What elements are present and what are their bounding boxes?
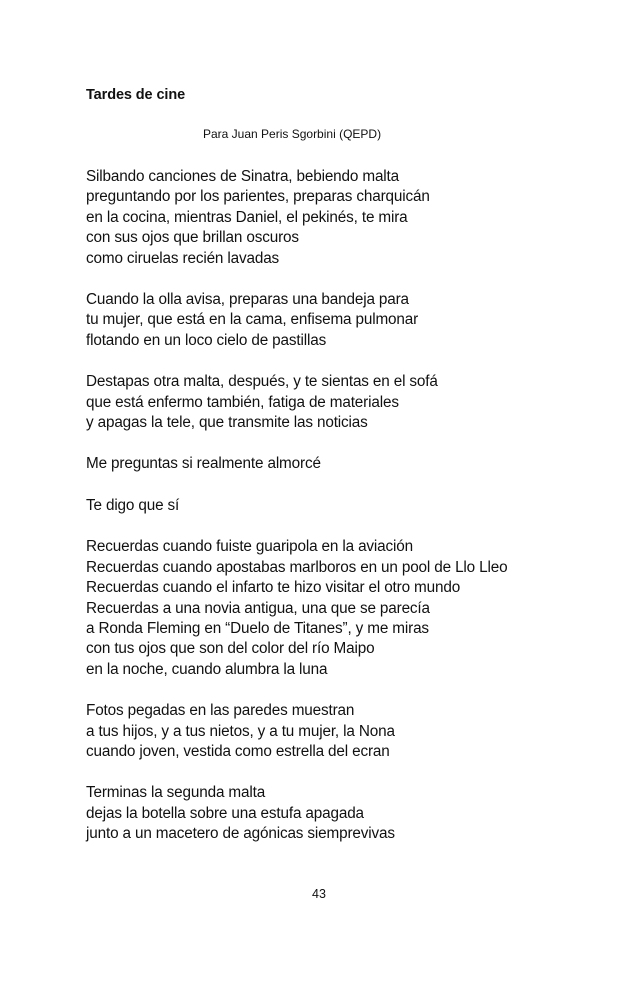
poem-line: junto a un macetero de agónicas siemprevivas [86,825,395,843]
poem-stanza [86,372,616,433]
poem-line: en la cocina, mientras Daniel, el pekinés, te mira [86,208,408,226]
poem-line: Cuando la olla avisa, preparas una bandeja para [86,291,409,309]
poem-line: cuando joven, vestida como estrella del ecran [86,742,390,760]
poem-stanza [86,783,616,844]
poem-line: Me preguntas si realmente almorcé [86,455,321,473]
poem-line: Silbando canciones de Sinatra, bebiendo malta [86,168,400,185]
poem-line: Recuerdas cuando el infarto te hizo visitar el otro mundo [86,579,461,597]
poem-line: Recuerdas a una novia antigua, una que se parecía [86,599,430,617]
poem-line: Recuerdas cuando apostabas marlboros en un pool de Llo Lleo [86,558,508,576]
poem-body [86,167,616,866]
poem-line: con tus ojos que son del color del río Maipo [86,640,375,658]
poem-line: como ciruelas recién lavadas [86,249,280,267]
poem-stanza [86,290,616,351]
poem-stanza [86,496,616,516]
page-number: 43 [312,887,326,901]
poem-line: a tus hijos, y a tus nietos, y a tu mujer, la Nona [86,722,395,740]
poem-line: Terminas la segunda malta [86,784,266,802]
poem-line: Destapas otra malta, después, y te sientas en el sofá [86,373,438,391]
poem-stanza [86,454,616,474]
poem-line: tu mujer, que está en la cama, enfisema pulmonar [86,311,419,329]
poem-line: preguntando por los parientes, preparas charquicán [86,188,430,206]
poem-stanza [86,167,616,269]
poem-line: a Ronda Fleming en “Duelo de Titanes”, y me miras [86,619,429,637]
poem-line: Te digo que sí [86,496,180,514]
poem-line: Recuerdas cuando fuiste guaripola en la aviación [86,538,414,556]
poem-line: Fotos pegadas en las paredes muestran [86,702,355,720]
poem-line: con sus ojos que brillan oscuros [86,229,299,247]
poem-line: y apagas la tele, que transmite las noticias [86,414,368,432]
poem-stanza [86,701,616,762]
poem-line: que está enfermo también, fatiga de materiales [86,393,399,411]
poem-stanza [86,537,616,680]
poem-line: en la noche, cuando alumbra la luna [86,660,328,678]
poem-dedication: Para Juan Peris Sgorbini (QEPD) [203,127,382,141]
poem-line: flotando en un loco cielo de pastillas [86,331,327,349]
poem-line: dejas la botella sobre una estufa apagada [86,804,364,822]
poem-title: Tardes de cine [86,87,186,103]
